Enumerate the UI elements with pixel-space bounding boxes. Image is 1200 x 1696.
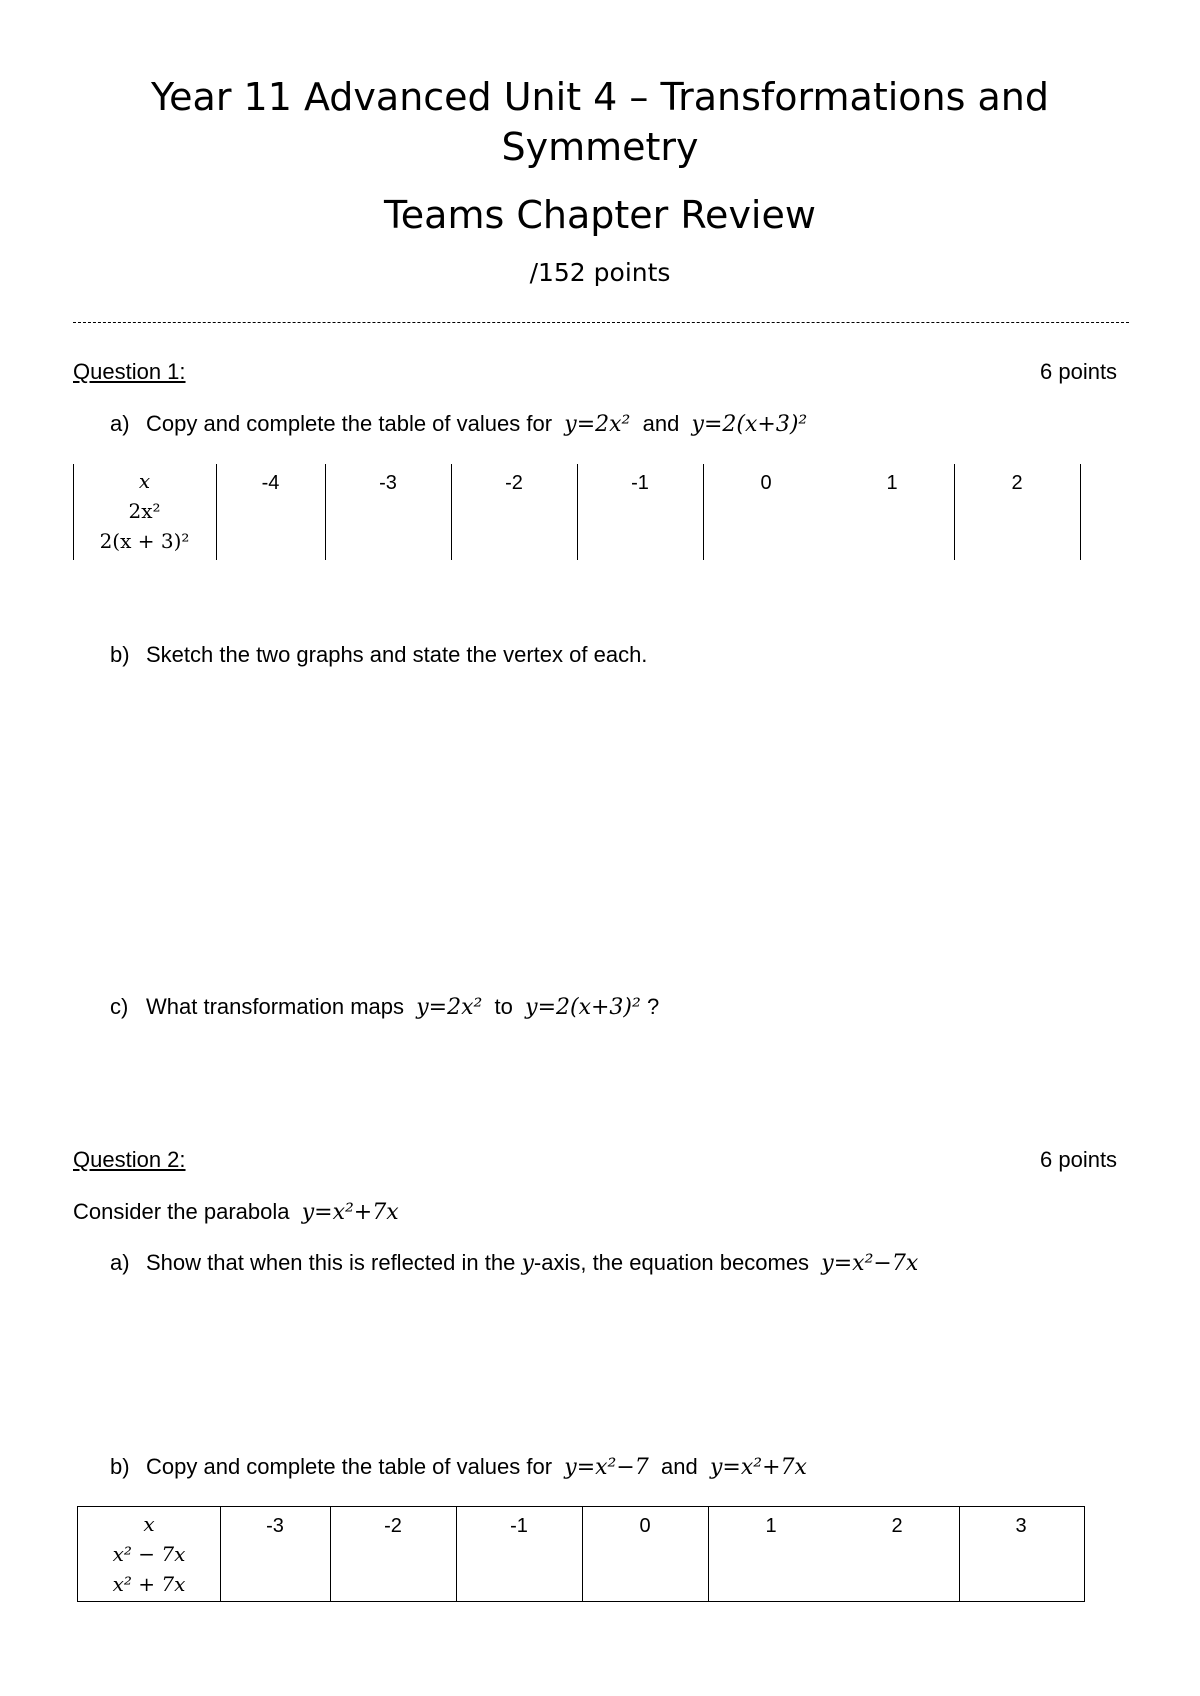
q1-row-label-shifted: 2(x + 3)² — [99, 529, 190, 553]
q1-x-value: -4 — [261, 472, 280, 494]
q2-x-value: 1 — [765, 1515, 777, 1537]
q1-x-value: -1 — [631, 472, 649, 494]
q1c-joiner: to — [494, 994, 513, 1019]
q1c-text — [146, 994, 659, 1020]
q1c-marker: c) — [110, 994, 129, 1019]
q2-x-value: 2 — [891, 1515, 903, 1537]
q1-x-value: -2 — [505, 472, 523, 494]
q1a-math-1: y=2x² — [564, 412, 631, 437]
q1b-text: Sketch the two graphs and state the vertex of each. — [146, 642, 648, 667]
q1b-marker: b) — [110, 642, 130, 667]
q2b-text — [146, 1454, 807, 1480]
q1-values-table — [73, 464, 1081, 560]
total-points: /152 points — [529, 258, 671, 287]
question-2-label: Question 2: — [73, 1147, 186, 1172]
q2-intro-text: Consider the parabola — [73, 1199, 290, 1224]
q2-x-value: 3 — [1015, 1515, 1027, 1537]
q1-x-value: 0 — [760, 472, 772, 494]
q2b-marker: b) — [110, 1454, 130, 1479]
q2-x-value: -2 — [384, 1515, 402, 1537]
question-1-label: Question 1: — [73, 359, 186, 384]
q1c-math-2: y=2(x+3)² — [525, 995, 641, 1020]
q2b-joiner: and — [661, 1454, 698, 1479]
q2a-math: y=x²−7x — [821, 1251, 919, 1276]
q2a-marker: a) — [110, 1250, 130, 1275]
q1-row-label-2x2: 2x² — [128, 499, 161, 523]
question-2-points: 6 points — [1040, 1147, 1118, 1172]
q1a-text-before: Copy and complete the table of values for — [146, 411, 553, 436]
q2-intro-math: y=x²+7x — [301, 1200, 399, 1225]
q1-x-value: -3 — [379, 472, 397, 494]
q1a-marker: a) — [110, 411, 130, 436]
q1-x-value: 2 — [1011, 472, 1023, 494]
q2b-math-2: y=x²+7x — [709, 1455, 807, 1480]
table-border — [1080, 464, 1081, 560]
q2b-math-1: y=x²−7 — [564, 1455, 649, 1480]
q2-values-table — [77, 1506, 1085, 1602]
q1c-math-1: y=2x² — [416, 995, 483, 1020]
title-line-2: Symmetry — [501, 125, 699, 169]
q2-x-value: -1 — [510, 1515, 528, 1537]
q2a-text — [146, 1250, 918, 1276]
q1c-question-mark: ? — [646, 994, 660, 1019]
q2-x-value: 0 — [639, 1515, 651, 1537]
q1a-joiner: and — [642, 411, 680, 436]
title-line-1: Year 11 Advanced Unit 4 – Transformations and — [151, 75, 1049, 119]
dashed-divider — [73, 322, 1129, 323]
q2-row-label-minus: x² − 7x — [112, 1542, 186, 1566]
q1c-text-before: What transformation maps — [146, 994, 404, 1019]
q1-row-label-x: x — [138, 469, 151, 493]
q1a-math-2: y=2(x+3)² — [691, 412, 808, 437]
q2a-text-after: -axis, the equation becomes — [533, 1250, 810, 1275]
q1a-text — [146, 411, 807, 437]
q2-x-value: -3 — [266, 1515, 284, 1537]
q2-row-label-plus: x² + 7x — [112, 1572, 186, 1596]
subtitle: Teams Chapter Review — [384, 193, 816, 237]
q2a-axis-var: y — [521, 1251, 534, 1276]
q2a-text-before: Show that when this is reflected in the — [146, 1250, 516, 1275]
q1-x-value: 1 — [886, 472, 898, 494]
q2b-text-before: Copy and complete the table of values for — [146, 1454, 553, 1479]
q2-intro — [73, 1199, 399, 1225]
q2-row-label-x: x — [143, 1512, 155, 1536]
question-1-points: 6 points — [1040, 359, 1118, 384]
